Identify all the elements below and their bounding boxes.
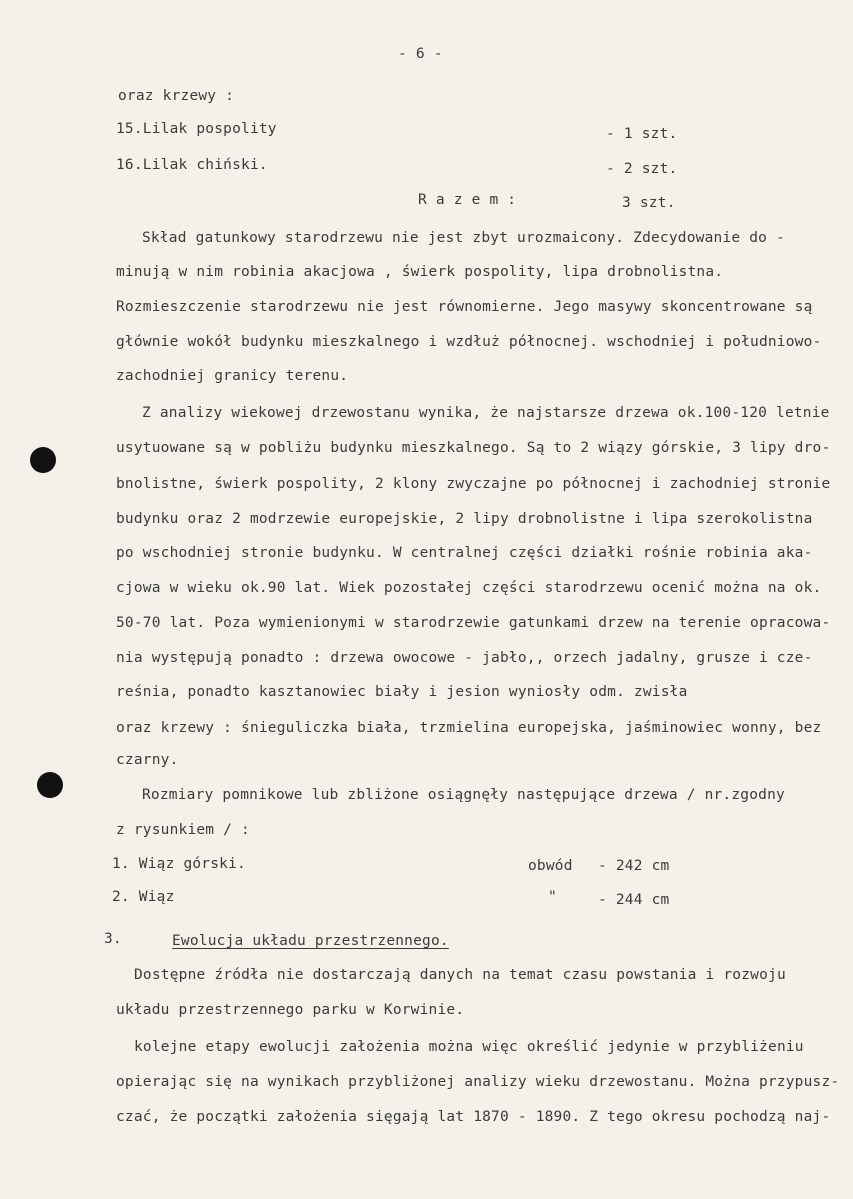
total-label: R a z e m : [418,192,517,208]
paragraph-line: Dostępne źródła nie dostarczają danych na temat czasu powstania i rozwoju [134,967,786,983]
punch-hole-bottom [37,772,63,798]
paragraph-line: opierając się na wynikach przybliżonej analizy wieku drzewostanu. Można przypusz- [116,1074,840,1090]
shrub-item-count: - 1 szt. [606,126,678,142]
paragraph-line: reśnia, ponadto kasztanowiec biały i jesion wyniosły odm. zwisła [116,684,688,700]
monument-label: " [548,889,557,905]
monument-name: 1. Wiąz górski. [112,856,246,872]
shrub-item-name: 15.Lilak pospolity [116,121,277,137]
paragraph-line: z rysunkiem / : [116,822,250,838]
paragraph-line: po wschodniej stronie budynku. W centralnej części działki rośnie robinia aka- [116,545,813,561]
paragraph-line: usytuowane są w pobliżu budynku mieszkalnego. Są to 2 wiązy górskie, 3 lipy dro- [116,440,831,456]
paragraph-line: czać, że początki założenia sięgają lat 1870 - 1890. Z tego okresu pochodzą naj- [116,1109,831,1125]
monument-value: - 244 cm [598,892,670,908]
paragraph-line: budynku oraz 2 modrzewie europejskie, 2 lipy drobnolistne i lipa szerokolistna [116,511,813,527]
shrub-item-count: - 2 szt. [606,161,678,177]
paragraph-line: Skład gatunkowy starodrzewu nie jest zbyt urozmaicony. Zdecydowanie do - [142,230,785,246]
paragraph-line: zachodniej granicy terenu. [116,368,349,384]
section-title: Ewolucja układu przestrzennego. [172,933,449,949]
shrub-item-name: 16.Lilak chiński. [116,157,268,173]
monument-name: 2. Wiąz [112,889,175,905]
paragraph-line: nia występują ponadto : drzewa owocowe - jabło,, orzech jadalny, grusze i cze- [116,650,813,666]
paragraph-line: głównie wokół budynku mieszkalnego i wzdłuż północnej. wschodniej i południowo- [116,334,822,350]
paragraph-line: Z analizy wiekowej drzewostanu wynika, że najstarsze drzewa ok.100-120 letnie [142,405,830,421]
paragraph-line: układu przestrzennego parku w Korwinie. [116,1002,465,1018]
paragraph-line: bnolistne, świerk pospolity, 2 klony zwyczajne po północnej i zachodniej stronie [116,476,831,492]
total-count: 3 szt. [622,195,676,211]
paragraph-line: oraz krzewy : śnieguliczka biała, trzmielina europejska, jaśminowiec wonny, bez [116,720,822,736]
paragraph-line: Rozmiary pomnikowe lub zbliżone osiągnęły następujące drzewa / nr.zgodny [142,787,785,803]
section-number: 3. [104,931,122,947]
punch-hole-top [30,447,56,473]
shrubs-title: oraz krzewy : [118,88,235,104]
monument-label: obwód [528,858,573,874]
paragraph-line: minują w nim robinia akacjowa , świerk pospolity, lipa drobnolistna. [116,264,724,280]
paragraph-line: cjowa w wieku ok.90 lat. Wiek pozostałej części starodrzewu ocenić można na ok. [116,580,822,596]
monument-value: - 242 cm [598,858,670,874]
paragraph-line: czarny. [116,752,179,768]
paragraph-line: Rozmieszczenie starodrzewu nie jest równomierne. Jego masywy skoncentrowane są [116,299,813,315]
page-number: - 6 - [398,46,443,62]
paragraph-line: kolejne etapy ewolucji założenia można więc określić jedynie w przybliżeniu [134,1039,804,1055]
paragraph-line: 50-70 lat. Poza wymienionymi w starodrzewie gatunkami drzew na terenie opracowa- [116,615,831,631]
